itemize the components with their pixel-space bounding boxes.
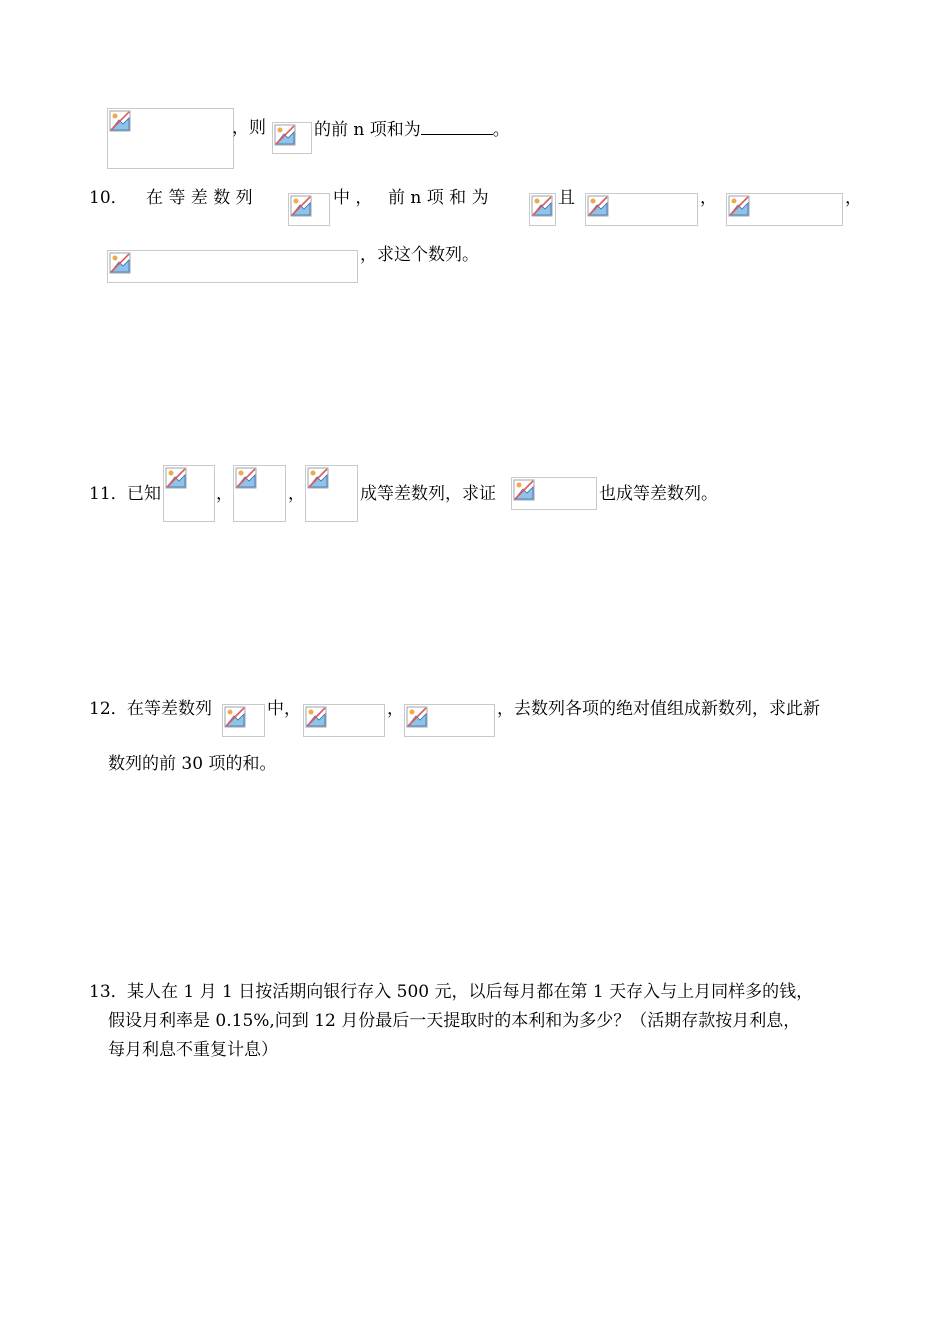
formula-image-placeholder	[163, 465, 215, 522]
q10-text-4: 且	[558, 188, 575, 208]
q12-text-1: 在等差数列	[127, 699, 212, 719]
q9-text-2	[314, 118, 510, 140]
q10-text-7: ，求这个数列。	[360, 245, 479, 265]
broken-image-icon	[109, 252, 131, 274]
broken-image-icon	[224, 706, 246, 728]
broken-image-icon	[109, 110, 131, 132]
q10-text-6: ，	[845, 188, 862, 208]
formula-image-placeholder	[222, 704, 265, 737]
q12-line-2: 数列的前 30 项的和。	[108, 754, 277, 774]
formula-image-placeholder	[404, 704, 495, 737]
q11-text-2: ，	[216, 484, 233, 504]
broken-image-icon	[587, 195, 609, 217]
formula-image-placeholder	[529, 193, 556, 226]
broken-image-icon	[307, 467, 329, 489]
formula-image-placeholder	[511, 477, 597, 510]
q9-text-3: 。	[492, 120, 510, 140]
broken-image-icon	[165, 467, 187, 489]
q10-text-2: 中 ，	[333, 188, 373, 208]
q12-number: 12．	[89, 699, 128, 719]
q12-text-2: 中，	[267, 699, 301, 719]
broken-image-icon	[305, 706, 327, 728]
q13-line-3: 每月利息不重复计息）	[108, 1040, 278, 1060]
q13-line-2: 假设月利率是 0.15%,问到 12 月份最后一天提取时的本利和为多少？（活期存款按月利息，	[108, 1011, 801, 1031]
q11-text-4: 成等差数列，求证	[360, 484, 496, 504]
q10-text-1: 在 等 差 数 列	[146, 188, 253, 208]
broken-image-icon	[531, 195, 553, 217]
formula-image-placeholder	[585, 193, 698, 226]
q11-text-5: 也成等差数列。	[599, 484, 718, 504]
formula-image-placeholder	[272, 122, 312, 154]
answer-blank	[421, 118, 493, 135]
q11-text-3: ，	[288, 484, 305, 504]
broken-image-icon	[728, 195, 750, 217]
q10-number: 10．	[89, 188, 128, 208]
q10-text-5: ，	[700, 188, 717, 208]
q13-line-1: 某人在 1 月 1 日按活期向银行存入 500 元，以后每月都在第 1 天存入与上月同样多的钱，	[127, 982, 814, 1002]
broken-image-icon	[274, 124, 296, 146]
q9-text-1: ，则	[232, 118, 266, 138]
broken-image-icon	[513, 479, 535, 501]
q11-text-1: 已知	[127, 484, 161, 504]
formula-image-placeholder	[303, 704, 385, 737]
formula-image-placeholder	[233, 465, 286, 522]
q11-number: 11．	[89, 484, 128, 504]
q10-text-3: 前 n 项 和 为	[388, 188, 489, 208]
formula-image-placeholder	[726, 193, 843, 226]
q12-text-4: ，去数列各项的绝对值组成新数列，求此新	[497, 699, 820, 719]
formula-image-placeholder	[288, 193, 330, 226]
formula-image-placeholder	[107, 108, 234, 169]
q13-number: 13．	[89, 982, 128, 1002]
broken-image-icon	[235, 467, 257, 489]
broken-image-icon	[290, 195, 312, 217]
broken-image-icon	[406, 706, 428, 728]
q9-text-2-label: 的前 n 项和为	[314, 120, 421, 140]
q12-text-3: ，	[387, 699, 404, 719]
formula-image-placeholder	[305, 465, 358, 522]
formula-image-placeholder	[107, 250, 358, 283]
